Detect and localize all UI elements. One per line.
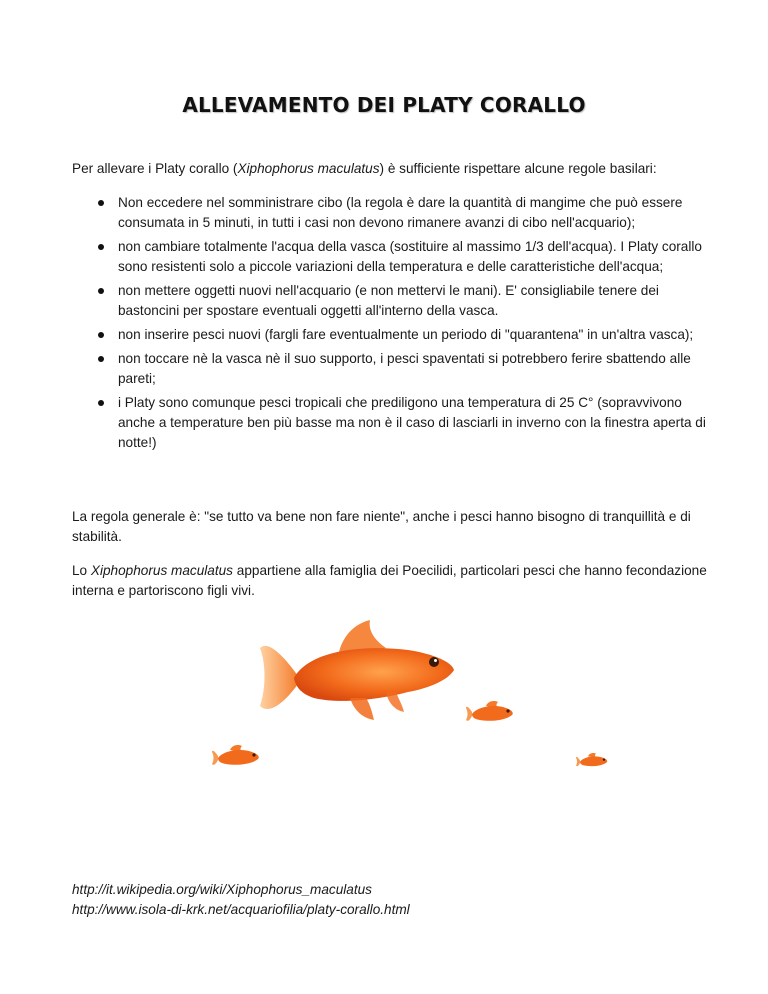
- bullet-icon: [98, 400, 104, 406]
- bullet-icon: [98, 356, 104, 362]
- rule-item: Non eccedere nel somministrare cibo (la regola è dare la quantità di mangime che può essere consumata in 5 minuti, in tutti i casi non devono rimanere avanzi di cibo nell'acquario);: [72, 193, 712, 233]
- reference-links: [72, 880, 712, 920]
- general-rule-paragraph: La regola generale è: "se tutto va bene non fare niente", anche i pesci hanno bisogno di tranquillità e di stabilità.: [72, 509, 691, 544]
- rule-item: non cambiare totalmente l'acqua della vasca (sostituire al massimo 1/3 dell'acqua). I Platy corallo sono resistenti solo a piccole variazioni della temperatura e delle caratteristiche dell'acqua;: [72, 237, 712, 277]
- small-platy-fish-illustration: [466, 700, 514, 726]
- rule-item: non inserire pesci nuovi (fargli fare eventualmente un periodo di "quarantena" in un'altra vasca);: [72, 325, 712, 345]
- isola-di-krk-link[interactable]: http://www.isola-di-krk.net/acquariofilia/platy-corallo.html: [72, 902, 410, 917]
- family-paragraph: Lo Xiphophorus maculatus appartiene alla famiglia dei Poecilidi, particolari pesci che hanno fecondazione interna e partoriscono figli vivi.: [72, 563, 707, 598]
- intro-species-name: Xiphophorus maculatus: [237, 161, 380, 176]
- wikipedia-link[interactable]: http://it.wikipedia.org/wiki/Xiphophorus_maculatus: [72, 882, 372, 897]
- bullet-icon: [98, 288, 104, 294]
- bullet-icon: [98, 332, 104, 338]
- bullet-icon: [98, 244, 104, 250]
- rules-list: [72, 193, 712, 457]
- intro-paragraph: [72, 159, 712, 179]
- large-platy-fish-illustration: [258, 618, 458, 728]
- intro-text-before: Per allevare i Platy corallo (: [72, 161, 238, 176]
- document-title: ALLEVAMENTO DEI PLATY CORALLO: [182, 93, 586, 117]
- small-platy-fish-illustration: [576, 752, 608, 770]
- family-species-name: Xiphophorus maculatus: [90, 563, 233, 578]
- small-platy-fish-illustration: [212, 744, 260, 770]
- rule-item: i Platy sono comunque pesci tropicali che prediligono una temperatura di 25 C° (sopravvivono anche a temperature ben più basse ma non è il caso di lasciarli in inverno con la finestra aperta di notte!): [72, 393, 712, 453]
- rule-item: non toccare nè la vasca nè il suo supporto, i pesci spaventati si potrebbero ferire sbattendo alle pareti;: [72, 349, 712, 389]
- intro-text-after: ) è sufficiente rispettare alcune regole basilari:: [379, 161, 657, 176]
- bullet-icon: [98, 200, 104, 206]
- rule-item: non mettere oggetti nuovi nell'acquario (e non mettervi le mani). E' consigliabile tenere dei bastoncini per spostare eventuali oggetti all'interno della vasca.: [72, 281, 712, 321]
